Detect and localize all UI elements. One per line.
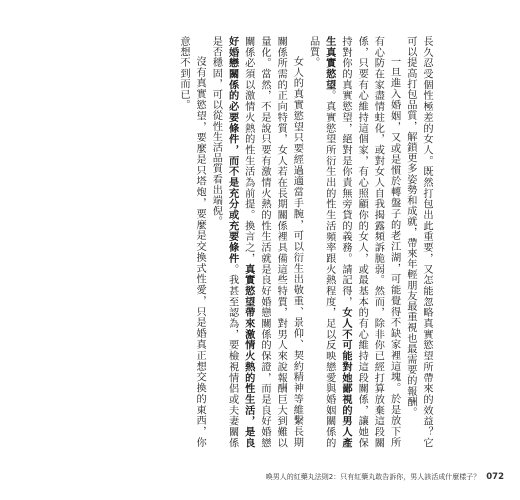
- highlighted-text: 真實慾望帶來激情火熱的性生活，是良好婚戀關係的必要條件，而不是充分或充要條件: [226, 36, 254, 449]
- paragraph: [304, 36, 401, 448]
- body-text: [88, 36, 434, 448]
- page-footer: [174, 470, 504, 484]
- paragraph: [402, 36, 434, 448]
- highlighted-text: 女人不可能對她鄙視的男人產生真實慾望: [323, 36, 351, 448]
- page-number: 072: [486, 472, 504, 482]
- paragraph-text: 。我甚至認為，要檢視情侶或夫妻關係是否穩固，可以從性生活品質看出端倪。: [210, 36, 238, 449]
- paragraph: [207, 36, 304, 448]
- paragraph-text: 。真實慾望所衍生出的性生活頻率跟火熱程度，足以反映戀愛與婚姻關係的品質。: [307, 36, 335, 448]
- paragraph: [175, 36, 207, 448]
- paragraph-text: 沒有真實慾望，要麼是只塔炮，要麼是交換式性愛，只是婚真正想交換的東西，你意想不到而已。: [177, 36, 206, 448]
- paragraph-text: 一旦進入婚姻，又或是慣於轉盤子的老江湖，可能覺得不缺家裡這塊。於是放下所有心防在家盡情蛀化，或對女人自我揭露頻訴脆弱。然而，除非你已經打算放棄這段關係，只要有心維持這個家，有心照顧你的女人，或最基本的有心維持這段關係，讓她保持對你的真實慾望，絕對是你責無旁貸的義務。請記得，: [339, 36, 400, 448]
- paragraph-text: 女人的真實慾望只要經過適當手腕，可以衍生出敬重、景仰、契約精神等維繫長期關係所需的正向特質，女人若在長期關係裡具備這些特質，對男人來說報酬巨大到難以量化。當然，不是說只要有激情火熱的性生活就是良好婚戀關係的保證，而是良好婚戀關係必須以激情火熱的性生活為前提。換言之，: [242, 36, 303, 448]
- running-title: 喚男人的紅藥丸法則2：只有紅藥丸敢告訴你，男人該活成什麼樣子？: [265, 473, 481, 481]
- paragraph-text: 長久忍受個性極差的女人。既然打包出此重要，又怎能忽略真實慾望所帶來的效益？它可以提高打包品質，解鎖更多姿勢和成就，帶來年輕朋友最重視也最需要的報酬。: [404, 36, 432, 448]
